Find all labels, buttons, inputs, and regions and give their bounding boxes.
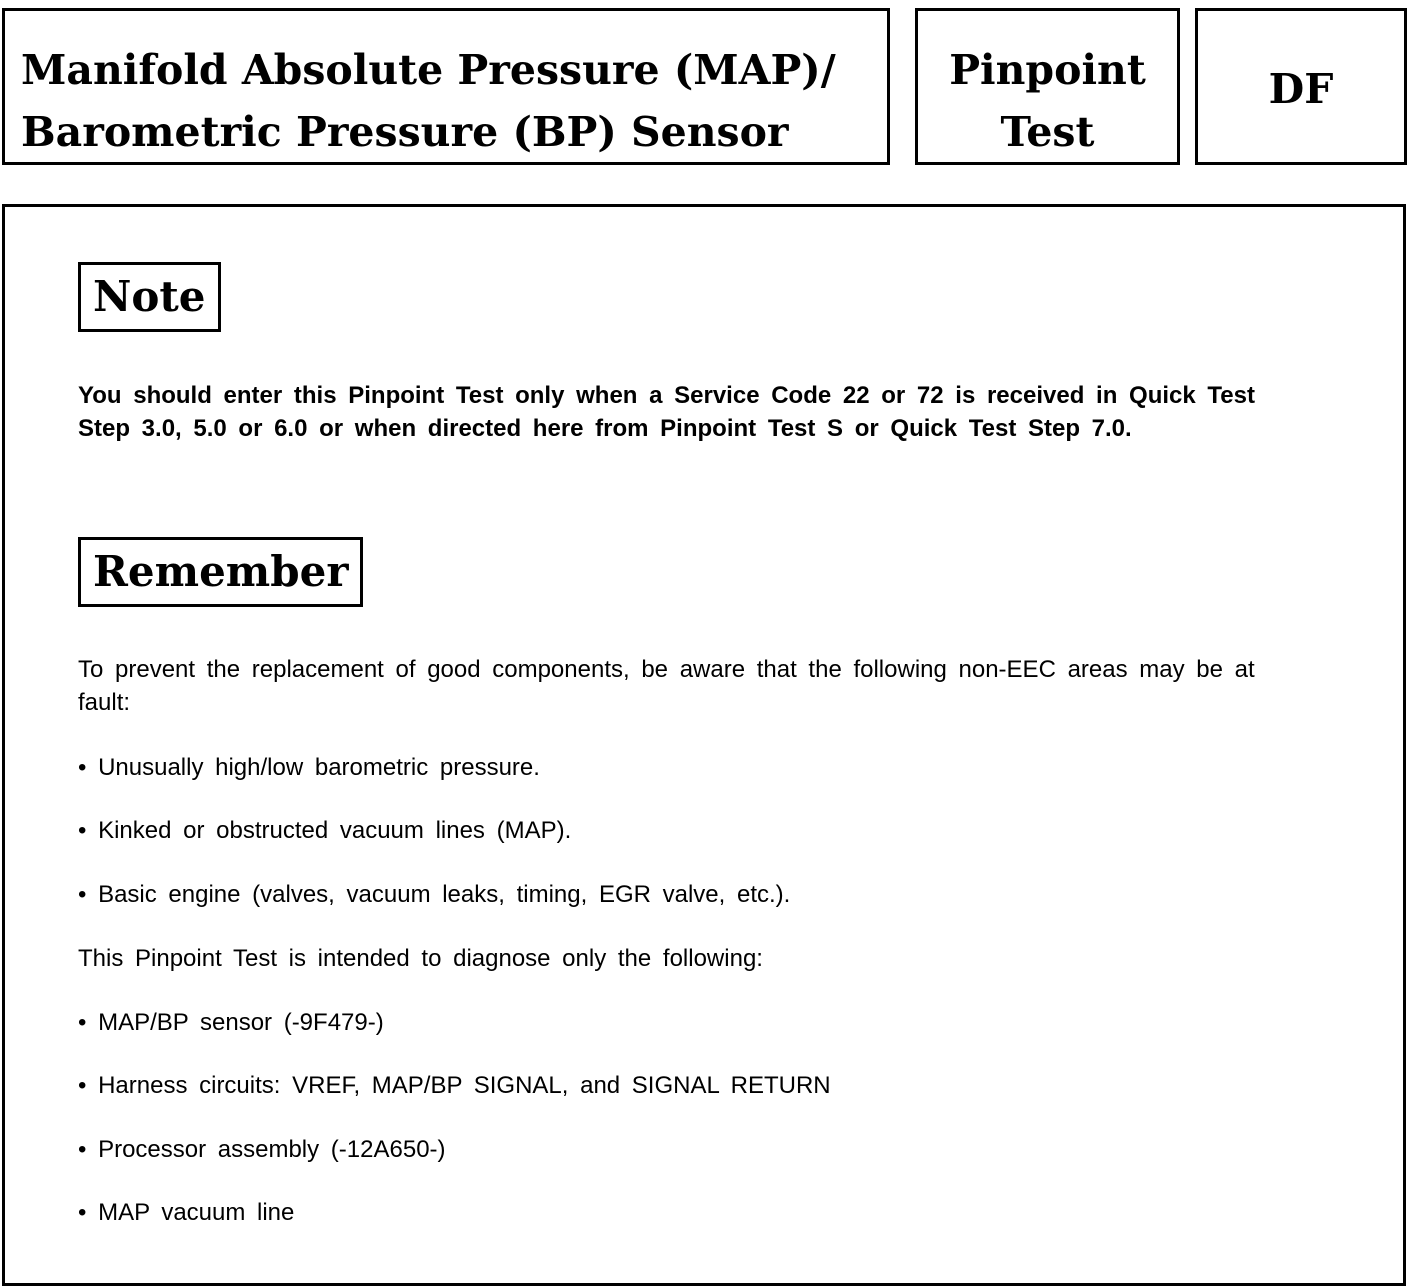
test-line-1: Pinpoint (949, 46, 1146, 94)
title-box (2, 8, 890, 165)
title-line-2: Barometric Pressure (BP) Sensor (21, 108, 789, 156)
note-text: You should enter this Pinpoint Test only when a Service Code 22 or 72 is received in Quick Test Step 3.0, 5.0 or 6.0 or when directed here from Pinpoint Test S or Quick Test Step 7.0. (78, 382, 1255, 442)
list-item: • Processor assembly (-12A650-) (78, 1136, 446, 1163)
remember-intro: To prevent the replacement of good components, be aware that the following non-EEC areas may be at fault: (78, 656, 1255, 716)
list-item: • MAP vacuum line (78, 1199, 295, 1226)
list-item: • Unusually high/low barometric pressure. (78, 754, 540, 781)
list-item: • MAP/BP sensor (-9F479-) (78, 1009, 384, 1036)
diagnose-intro: This Pinpoint Test is intended to diagnose only the following: (78, 945, 763, 972)
list-item: • Kinked or obstructed vacuum lines (MAP). (78, 817, 572, 844)
note-label: Note (78, 262, 221, 332)
test-code-box (1195, 8, 1407, 165)
list-item: • Harness circuits: VREF, MAP/BP SIGNAL, and SIGNAL RETURN (78, 1072, 831, 1099)
test-line-2: Test (1000, 108, 1095, 156)
list-item: • Basic engine (valves, vacuum leaks, timing, EGR valve, etc.). (78, 881, 791, 908)
content-box (2, 204, 1406, 1286)
title-line-1: Manifold Absolute Pressure (MAP)/ (21, 46, 836, 94)
test-type-box (915, 8, 1180, 165)
remember-label: Remember (78, 537, 363, 607)
test-code: DF (1268, 65, 1334, 113)
